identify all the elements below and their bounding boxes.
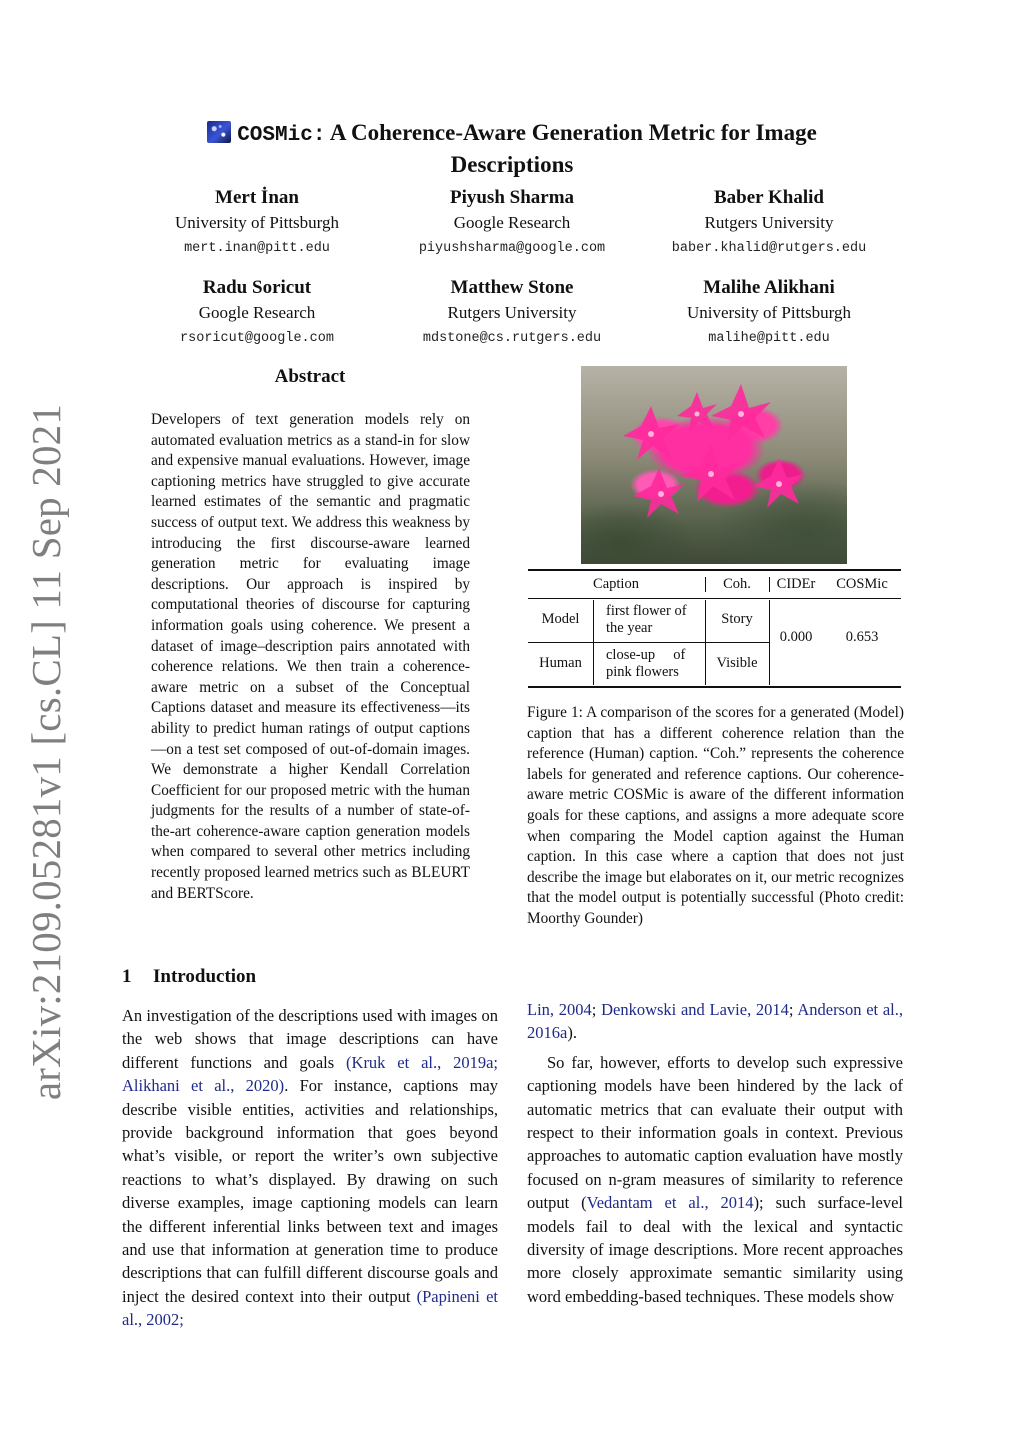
- title-main: A Coherence-Aware Generation Metric for Image: [329, 120, 817, 145]
- author-block: [629, 186, 909, 260]
- pink-flower-photo: [581, 366, 847, 564]
- table-row-rule: [528, 642, 769, 643]
- intro-column-right: [527, 998, 903, 1308]
- author-email: mdstone@cs.rutgers.edu: [422, 331, 602, 346]
- author-email: mert.inan@pitt.edu: [184, 241, 330, 256]
- citation-link[interactable]: Denkowski and Lavie, 2014: [601, 1000, 789, 1019]
- body-text: ).: [567, 1023, 577, 1043]
- flower-illustration: [581, 366, 847, 564]
- table-top-rule: [528, 569, 901, 571]
- table-row-caption: [606, 603, 702, 637]
- author-block: [629, 276, 909, 350]
- table-bottom-rule: [528, 686, 901, 688]
- citation-link[interactable]: Vedantam et al., 2014: [586, 1193, 754, 1213]
- figure-caption: Figure 1: A comparison of the scores for a generated (Model) caption that has a different coherence relation than the reference (Human) caption. “Coh.” represents the coherence labels for generated and reference captions. Our coherence-aware metric COSMic is aware of the different information goals for these captions, and assigns a more adequate score when comparing the Model caption against the Human caption. In this case where a caption that does not just describe the image but elaborates on it, our metric recognizes that the model output is potentially successful (Photo credit: Moorthy Gounder): [527, 704, 904, 927]
- author-email: malihe@pitt.edu: [708, 331, 830, 346]
- section-title: Introduction: [153, 966, 257, 987]
- author-name: Matthew Stone: [450, 277, 574, 298]
- table-header-cosmic: COSMic: [836, 576, 888, 592]
- comparison-table: [528, 569, 901, 688]
- intro-paragraph-continued: [527, 998, 903, 1045]
- table-column-divider: [769, 600, 770, 685]
- caption-line: the year: [606, 620, 653, 636]
- author-affiliation: Google Research: [453, 213, 571, 232]
- caption-line: pink flowers: [606, 664, 679, 680]
- author-affiliation: Rutgers University: [704, 213, 834, 232]
- author-block: [117, 186, 397, 260]
- abstract-heading: Abstract: [274, 366, 346, 387]
- intro-paragraph-2: [527, 1051, 903, 1308]
- author-block: [372, 276, 652, 350]
- paper-title: [150, 118, 874, 179]
- body-text: ;: [591, 1000, 602, 1019]
- body-text: So far, however, efforts to develop such expressive captioning models have been hindered by the lack of automatic metrics that can evaluate their output with respect to their information goals in context. Previous approaches to automatic caption evaluation have mostly focused on n-gram measures of similarity to reference output (: [527, 1052, 903, 1213]
- author-email: rsoricut@google.com: [180, 331, 334, 346]
- section-number: 1: [122, 966, 132, 987]
- caption-line: close-up of: [606, 647, 686, 663]
- table-row-coherence: Story: [721, 611, 753, 627]
- author-block: [117, 276, 397, 350]
- table-header-cider: CIDEr: [776, 576, 816, 592]
- citation-link[interactable]: Lin, 2004: [527, 1000, 592, 1019]
- section-heading: [122, 966, 256, 988]
- galaxy-logo-icon: [207, 121, 231, 143]
- table-header-rule: [528, 598, 901, 599]
- table-column-divider: [769, 577, 770, 592]
- abstract-text: Developers of text generation models rely on automated evaluation metrics as a stand-in for slow and expensive manual evaluations. However, image captioning metrics have struggled to give accurate learned estimates of the semantic and pragmatic success of output text. We address this weakness by introducing the first discourse-aware learned generation metric for evaluating image descriptions. Our approach is inspired by computational theories of discourse for capturing information goals using coherence. We present a dataset of image–description pairs annotated with coherence relations. We then train a coherence-aware metric on a subset of the Conceptual Captions dataset and measure its effectiveness—its ability to predict human ratings of output captions—on a test set composed of out-of-domain images. We demonstrate a higher Kendall Correlation Coefficient for our proposed metric with the human judgments for the results of a number of state-of-the-art coherence-aware caption generation models when compared to several other metrics including recently proposed learned metrics such as BLEURT and BERTScore.: [151, 411, 470, 902]
- citation-link[interactable]: Anderson et al., 2016a: [527, 1000, 903, 1043]
- body-text: . For instance, captions may describe visible entities, activities and relationships, provide background information that goes beyond what’s visible, or report the writer’s own subjective reactions to what’s displayed. By drawing on such diverse examples, image captioning models can learn the different inferential links between text and images and use that information at generation time to produce descriptions that can fulfill different discourse goals and inject the desired context into their output: [122, 1076, 498, 1306]
- author-block: [372, 186, 652, 260]
- table-row-source: Model: [541, 611, 580, 627]
- table-cider-score: 0.000: [779, 629, 813, 645]
- author-email: piyushsharma@google.com: [418, 241, 606, 256]
- table-row-caption: [606, 647, 702, 681]
- author-affiliation: University of Pittsburgh: [174, 213, 340, 232]
- intro-paragraph-left: [122, 1004, 498, 1332]
- body-text: An investigation of the descriptions used with images on the web shows that image descriptions can have different functions and goals: [122, 1006, 498, 1072]
- arxiv-identifier: arXiv:2109.05281v1 [cs.CL] 11 Sep 2021: [23, 403, 69, 1101]
- author-affiliation: University of Pittsburgh: [686, 303, 852, 322]
- table-cosmic-score: 0.653: [845, 629, 879, 645]
- body-text: ); such surface-level models fail to deal with the lexical and syntactic diversity of image descriptions. More recent approaches more closely approximate semantic similarity using word embedding-based techniques. These models show: [527, 1193, 903, 1306]
- table-header-coherence: Coh.: [723, 576, 751, 592]
- body-text: ;: [788, 1000, 798, 1019]
- title-line-2: Descriptions: [450, 152, 574, 177]
- table-header-caption: Caption: [593, 576, 639, 592]
- table-column-divider: [593, 600, 594, 685]
- author-name: Baber Khalid: [714, 187, 824, 208]
- author-affiliation: Rutgers University: [447, 303, 577, 322]
- citation-link[interactable]: (Papineni et al., 2002;: [122, 1286, 498, 1330]
- title-acronym: COSMic:: [237, 124, 326, 147]
- citation-link[interactable]: (Kruk et al., 2019a; Alikhani et al., 2020): [122, 1052, 499, 1096]
- caption-line: first flower of: [606, 603, 687, 619]
- table-row-coherence: Visible: [716, 655, 758, 671]
- table-row-source: Human: [539, 655, 582, 671]
- author-name: Malihe Alikhani: [703, 277, 835, 298]
- author-email: baber.khalid@rutgers.edu: [671, 241, 867, 256]
- author-name: Mert İnan: [215, 187, 299, 208]
- author-name: Radu Soricut: [202, 277, 312, 298]
- author-name: Piyush Sharma: [449, 187, 575, 208]
- author-affiliation: Google Research: [198, 303, 316, 322]
